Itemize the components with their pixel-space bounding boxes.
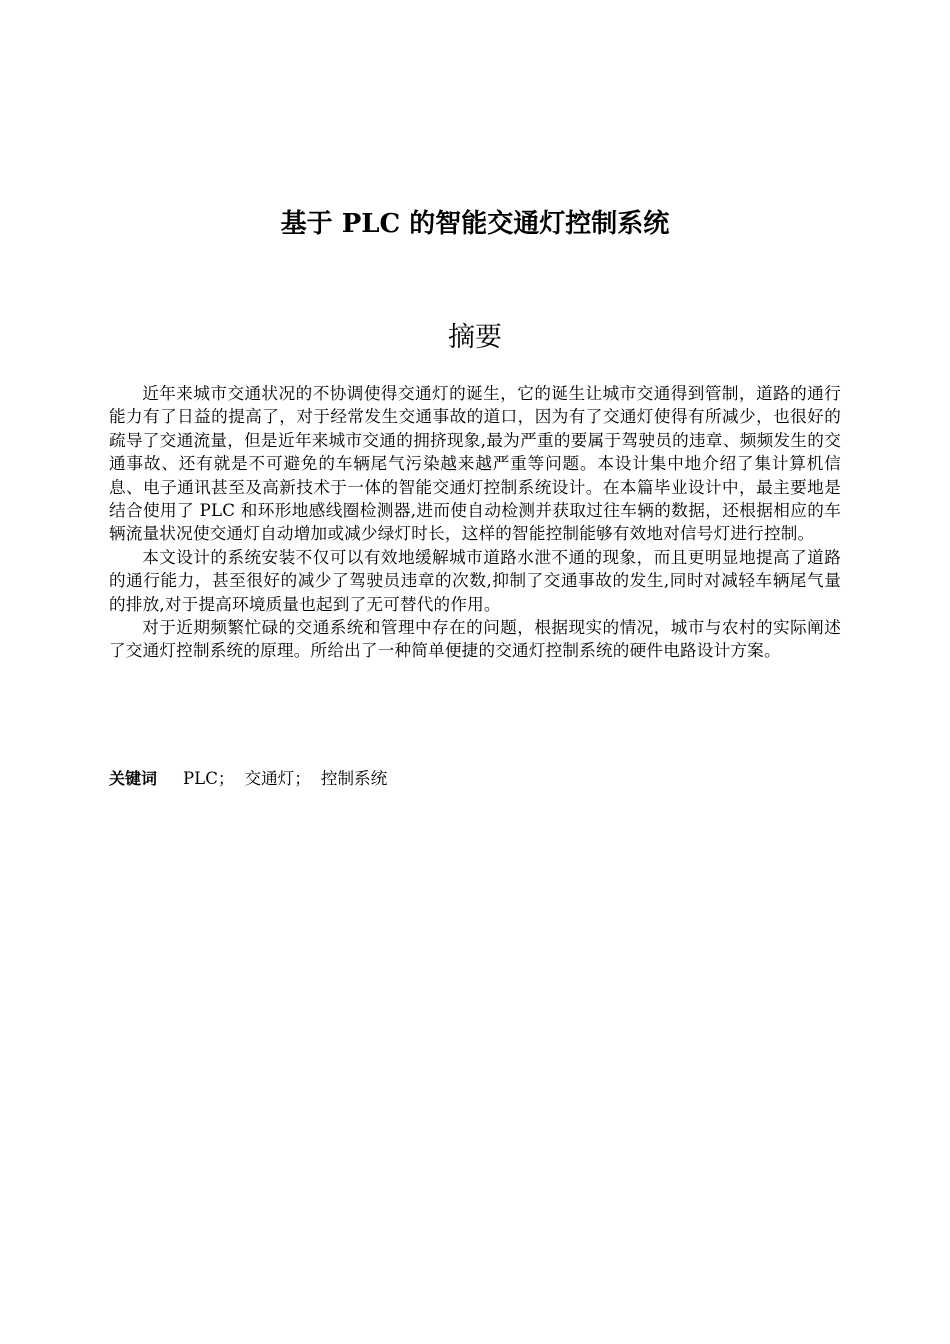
abstract-paragraph: 近年来城市交通状况的不协调使得交通灯的诞生，它的诞生让城市交通得到管制，道路的通行能力有了日益的提高了，对于经常发生交通事故的道口，因为有了交通灯使得有所减少，也很好的疏导了交通流量，但是近年来城市交通的拥挤现象,最为严重的要属于驾驶员的违章、频频发生的交通事故、还有就是不可避免的车辆尾气污染越来越严重等问题。本设计集中地介绍了集计算机信息、电子通讯甚至及高新技术于一体的智能交通灯控制系统设计。在本篇毕业设计中，最主要地是结合使用了 PLC 和环形地感线圈检测器,进而使自动检测并获取过往车辆的数据，还根据相应的车辆流量状况使交通灯自动增加或减少绿灯时长，这样的智能控制能够有效地对信号灯进行控制。	[109, 384, 841, 544]
document-title: 基于 PLC 的智能交通灯控制系统	[280, 209, 670, 239]
keywords-line	[109, 767, 841, 791]
abstract-paragraph: 本文设计的系统安装不仅可以有效地缓解城市道路水泄不通的现象，而且更明显地提高了道路的通行能力，甚至很好的减少了驾驶员违章的次数,抑制了交通事故的发生,同时对减轻车辆尾气量的排放,对于提高环境质量也起到了无可替代的作用。	[109, 547, 841, 614]
abstract-paragraph: 对于近期频繁忙碌的交通系统和管理中存在的问题，根据现实的情况，城市与农村的实际阐述了交通灯控制系统的原理。所给出了一种简单便捷的交通灯控制系统的硬件电路设计方案。	[109, 618, 841, 661]
abstract-body	[109, 382, 841, 663]
abstract-heading: 摘要	[448, 322, 502, 353]
keyword-item: 交通灯；	[244, 769, 311, 788]
keywords-label: 关键词	[109, 769, 158, 788]
keyword-item: PLC；	[183, 769, 235, 788]
keyword-item: 控制系统	[320, 769, 388, 788]
